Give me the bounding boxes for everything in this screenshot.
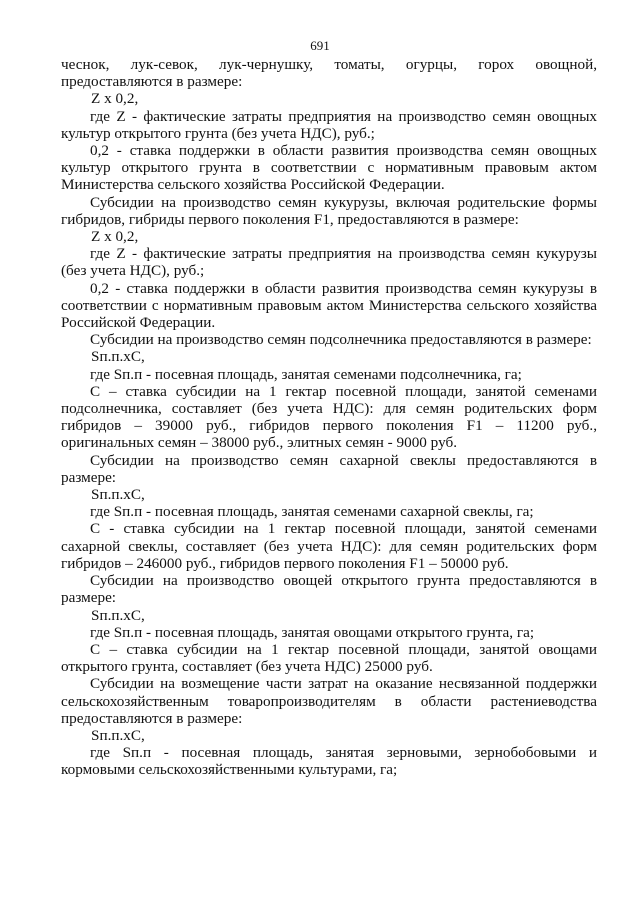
document-body <box>61 56 597 779</box>
paragraph: С - ставка субсидии на 1 гектар посевной площади, занятой семенами сахарной свеклы, составляет (без учета НДС): для семян родительских форм гибридов – 246000 руб., гибридов первого поколения F1 – 50000 руб. <box>61 520 597 572</box>
paragraph: где Z - фактические затраты предприятия на производство семян овощных культур открытого грунта (без учета НДС), руб.; <box>61 107 597 142</box>
page-number: 691 <box>310 38 330 53</box>
paragraph: где Sп.п - посевная площадь, занятая овощами открытого грунта, га; <box>90 623 535 641</box>
formula-line: Z x 0,2, <box>91 228 139 246</box>
formula-line: Sп.п.xC, <box>91 348 145 366</box>
paragraph: 0,2 - ставка поддержки в области развития производства семян овощных культур открытого грунта в соответствии с нормативным правовым актом Министерства сельского хозяйства Российской Федерации. <box>61 142 597 194</box>
paragraph: С – ставка субсидии на 1 гектар посевной площади, занятой овощами открытого грунта, составляет (без учета НДС) 25000 руб. <box>61 640 597 676</box>
paragraph: Субсидии на производство семян сахарной свеклы предоставляются в размере: <box>61 451 597 486</box>
formula-line: Sп.п.xC, <box>91 606 145 624</box>
paragraph: где Sп.п - посевная площадь, занятая семенами сахарной свеклы, га; <box>90 503 534 521</box>
paragraph: Субсидии на возмещение части затрат на оказание несвязанной поддержки сельскохозяйственным товаропроизводителям в области растениеводства предоставляются в размере: <box>61 675 597 727</box>
paragraph: Субсидии на производство семян кукурузы, включая родительские формы гибридов, гибриды первого поколения F1, предоставляются в размере: <box>61 193 597 228</box>
paragraph: С – ставка субсидии на 1 гектар посевной площади, занятой семенами подсолнечника, составляет (без учета НДС): для семян родительских форм гибридов – 39000 руб., гибридов первого поколения F1 – 11200 руб., оригинальных семян – 38000 руб., элитных семян - 9000 руб. <box>61 382 597 452</box>
paragraph: где Sп.п - посевная площадь, занятая семенами подсолнечника, га; <box>90 365 522 383</box>
paragraph: где Sп.п - посевная площадь, занятая зерновыми, зернобобовыми и кормовыми сельскохозяйственными культурами, га; <box>61 744 597 779</box>
paragraph: 0,2 - ставка поддержки в области развития производства семян кукурузы в соответствии с нормативным правовым актом Министерства сельского хозяйства Российской Федерации. <box>61 279 597 332</box>
formula-line: Z x 0,2, <box>91 90 139 108</box>
paragraph: Субсидии на производство семян подсолнечника предоставляются в размере: <box>90 331 592 349</box>
formula-line: Sп.п.xC, <box>91 486 145 504</box>
formula-line: Sп.п.xC, <box>91 726 145 744</box>
paragraph: Субсидии на производство овощей открытого грунта предоставляются в размере: <box>61 572 597 607</box>
paragraph: чеснок, лук-севок, лук-чернушку, томаты, огурцы, горох овощной, предоставляются в размере: <box>61 56 597 91</box>
paragraph: где Z - фактические затраты предприятия на производства семян кукурузы (без учета НДС), руб.; <box>61 245 597 280</box>
